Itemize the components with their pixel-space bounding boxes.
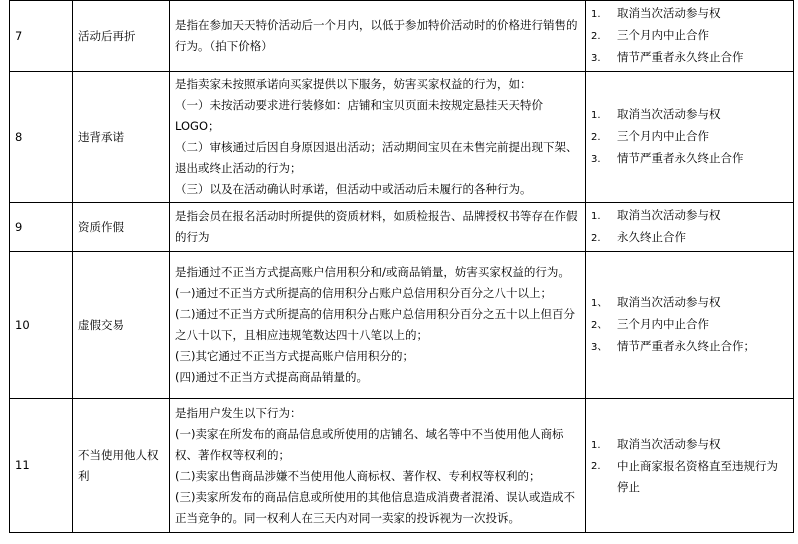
- table-row: [10, 1, 794, 72]
- description-line: （一）未按活动要求进行装修如：店铺和宝贝页面未按规定悬挂天天特价LOGO；: [175, 98, 543, 133]
- description-line: （三）以及在活动确认时承诺，但活动中或活动后未履行的各种行为。: [175, 182, 532, 196]
- violation-name: 不当使用他人权利: [73, 399, 170, 533]
- description-line: 是指通过不正当方式提高账户信用积分和/或商品销量，妨害买家权益的行为。: [175, 265, 570, 279]
- description-line: (一)卖家在所发布的商品信息或所使用的店铺名、域名等中不当使用他人商标权、著作权等权利的；: [175, 426, 564, 462]
- description-line: (四)通过不正当方式提高商品销量的。: [175, 370, 368, 384]
- penalty-item: 3. 情节严重者永久终止合作: [591, 50, 744, 64]
- description-line: 是指会员在报名活动时所提供的资质材料，如质检报告、品牌授权书等存在作假的行为: [175, 209, 578, 244]
- description-line: 是指在参加天天特价活动后一个月内，以低于参加特价活动时的价格进行销售的行为。（拍下价格）: [175, 18, 578, 53]
- penalty-list: [586, 203, 794, 252]
- description-line: (三)其它通过不正当方式提高账户信用积分的；: [175, 349, 414, 363]
- penalty-item: 1. 取消当次活动参与权: [591, 6, 721, 20]
- violation-description: [170, 252, 586, 399]
- table-row: [10, 72, 794, 203]
- penalty-list: [586, 252, 794, 399]
- row-number: 9: [10, 203, 73, 252]
- penalty-item: 2. 三个月内中止合作: [591, 28, 709, 42]
- description-line: （二）审核通过后因自身原因退出活动；活动期间宝贝在未售完前提出现下架、退出或终止活动的行为；: [175, 140, 578, 175]
- violation-description: [170, 1, 586, 72]
- violation-description: [170, 203, 586, 252]
- violation-description: [170, 399, 586, 533]
- penalty-list: [586, 399, 794, 533]
- row-number: 7: [10, 1, 73, 72]
- penalty-item: 1. 取消当次活动参与权: [591, 436, 721, 451]
- penalty-list: [586, 1, 794, 72]
- description-line: (二)通过不正当方式所提高的信用积分占账户总信用积分百分之五十以上但百分之八十以下，且相应违规笔数达四十八笔以上的；: [175, 307, 575, 342]
- penalty-item: 2. 中止商家报名资格直至违规行为停止: [591, 458, 778, 494]
- violation-name: 虚假交易: [73, 252, 170, 399]
- row-number: 10: [10, 252, 73, 399]
- description-line: (二)卖家出售商品涉嫌不当使用他人商标权、著作权、专利权等权利的；: [175, 468, 541, 483]
- penalty-item: 1. 取消当次活动参与权: [591, 107, 721, 121]
- row-number: 11: [10, 399, 73, 533]
- penalty-item: 2. 永久终止合作: [591, 230, 686, 244]
- table-row: [10, 203, 794, 252]
- description-line: (一)通过不正当方式所提高的信用积分占账户总信用积分百分之八十以上；: [175, 286, 552, 300]
- violation-name: 违背承诺: [73, 72, 170, 203]
- penalty-list: [586, 72, 794, 203]
- violation-name: 资质作假: [73, 203, 170, 252]
- penalty-item: 1. 取消当次活动参与权: [591, 208, 721, 222]
- penalty-item: 2、 三个月内中止合作: [591, 317, 709, 331]
- violation-description: [170, 72, 586, 203]
- description-line: 是指卖家未按照承诺向买家提供以下服务，妨害买家权益的行为，如：: [175, 77, 532, 91]
- description-line: 是指用户发生以下行为：: [175, 405, 302, 420]
- row-number: 8: [10, 72, 73, 203]
- penalty-item: 1、 取消当次活动参与权: [591, 295, 721, 309]
- penalty-item: 2. 三个月内中止合作: [591, 129, 709, 143]
- rules-table: [9, 0, 794, 533]
- table-row: [10, 252, 794, 399]
- description-line: (三)卖家所发布的商品信息或所使用的其他信息造成消费者混淆、误认或造成不正当竞争的。同一权利人在三天内对同一卖家的投诉视为一次投诉。: [175, 489, 575, 525]
- table-row: [10, 399, 794, 533]
- violation-name: 活动后再折: [73, 1, 170, 72]
- penalty-item: 3、 情节严重者永久终止合作；: [591, 339, 755, 353]
- penalty-item: 3. 情节严重者永久终止合作: [591, 151, 744, 165]
